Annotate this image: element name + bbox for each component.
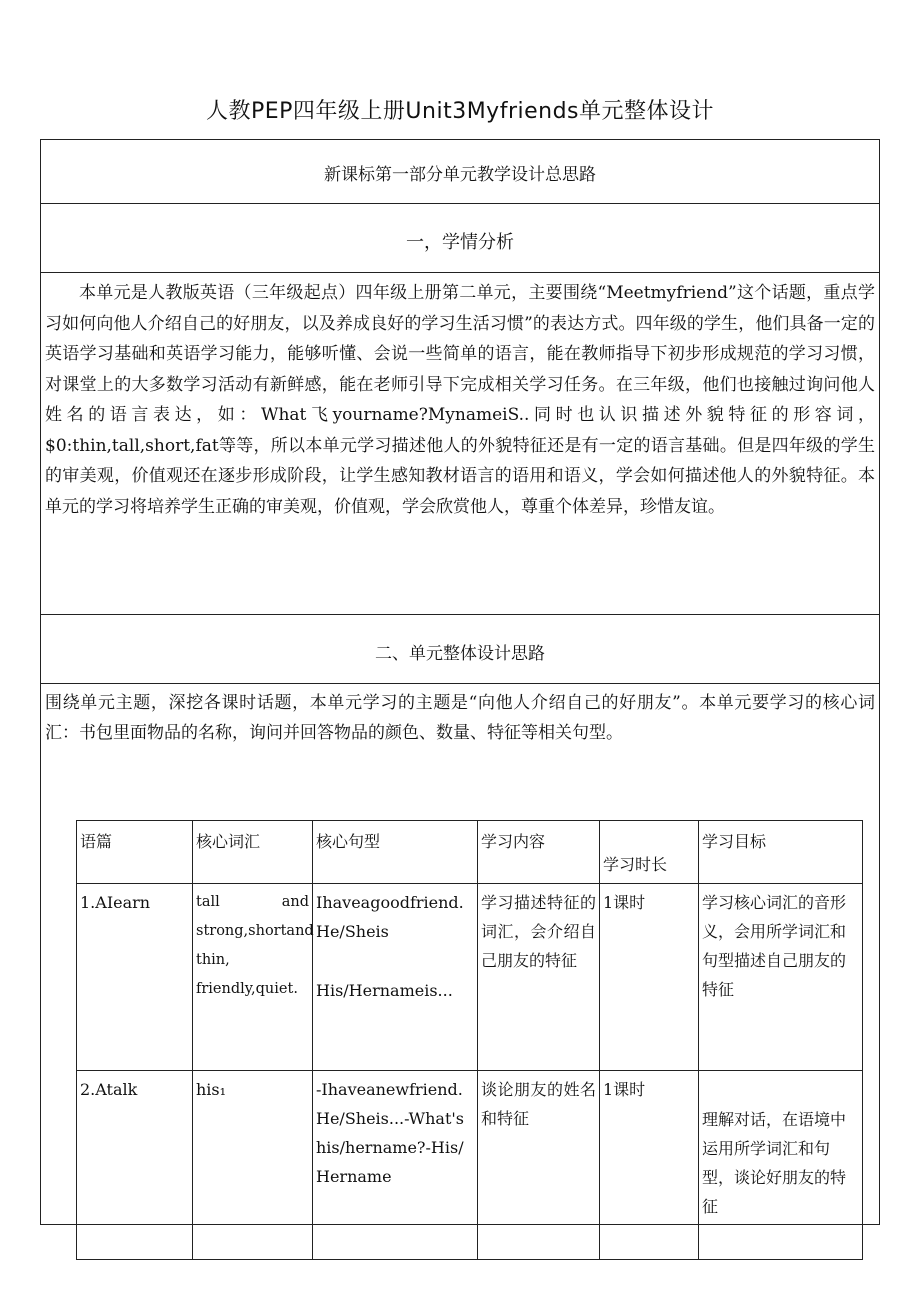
table-cell-words: his₁	[193, 1071, 313, 1260]
table-header-cell: 学习目标	[699, 821, 863, 884]
divider	[41, 203, 879, 204]
table-cell-goal: 理解对话，在语境中运用所学词汇和句型，谈论好朋友的特征	[699, 1071, 863, 1260]
table-header-cell: 语篇	[77, 821, 193, 884]
table-row	[77, 884, 863, 1071]
divider	[41, 272, 879, 273]
table-cell-content: 学习描述特征的词汇，会介绍自己朋友的特征	[478, 884, 600, 1071]
table-cell-sentences	[313, 884, 478, 1071]
table-header-cell: 学习内容	[478, 821, 600, 884]
section2-heading: 二、单元整体设计思路	[375, 644, 545, 664]
sentence-line: Ihaveagoodfriend.He/Sheis	[316, 893, 464, 941]
table-cell-duration: 1课时	[600, 1071, 699, 1260]
lesson-table	[76, 820, 863, 1260]
section1-heading: 一，学情分析	[406, 232, 514, 253]
table-row	[77, 1071, 863, 1260]
table-cell-goal: 学习核心词汇的音形义，会用所学词汇和句型描述自己朋友的特征	[699, 884, 863, 1071]
document-title: 人教PEP四年级上册Unit3Myfriends单元整体设计	[205, 99, 715, 124]
table-header-cell: 学习时长	[600, 821, 699, 884]
table-cell-sentences: -Ihaveanewfriend.He/Sheis...-What'shis/hername?-His/Hername	[313, 1071, 478, 1260]
section1-paragraph: 本单元是人教版英语（三年级起点）四年级上册第二单元，主要围绕“Meetmyfriend”这个话题，重点学习如何向他人介绍自己的好朋友，以及养成良好的学习生活习惯”的表达方式。四年级的学生，他们具备一定的英语学习基础和英语学习能力，能够听懂、会说一些简单的语言，能在教师指导下初步形成规范的学习习惯，对课堂上的大多数学习活动有新鲜感，能在老师引导下完成相关学习任务。在三年级，他们也接触过询问他人姓名的语言表达，如：What飞yourname?MynameiS..同时也认识描述外貌特征的形容词，$0:thin,tall,short,fat等等，所以本单元学习描述他人的外貌特征还是有一定的语言基础。但是四年级的学生的审美观，价值观还在逐步形成阶段，让学生感知教材语言的语用和语义，学会如何描述他人的外貌特征。本单元的学习将培养学生正确的审美观，价值观，学会欣赏他人，尊重个体差异，珍惜友谊。	[45, 283, 875, 517]
section2-paragraph: 围绕单元主题，深挖各课时话题，本单元学习的主题是“向他人介绍自己的好朋友”。本单元要学习的核心词汇：书包里面物品的名称，询问并回答物品的颜色、数量、特征等相关句型。	[45, 693, 875, 743]
table-cell-words: tall and strong,shortand thin, friendly,quiet.	[193, 884, 313, 1071]
table-header-row	[77, 821, 863, 884]
table-cell-text: 1.AIearn	[77, 884, 193, 1071]
sentence-line: His/Hernameis...	[316, 981, 453, 1000]
table-header-cell: 核心词汇	[193, 821, 313, 884]
table-cell-content: 谈论朋友的姓名和特征	[478, 1071, 600, 1260]
header-row-text: 新课标第一部分单元教学设计总思路	[324, 165, 596, 185]
table-header-cell: 核心句型	[313, 821, 478, 884]
table-cell-text: 2.Atalk	[77, 1071, 193, 1260]
divider	[41, 683, 879, 684]
table-cell-duration: 1课时	[600, 884, 699, 1071]
divider	[41, 614, 879, 615]
